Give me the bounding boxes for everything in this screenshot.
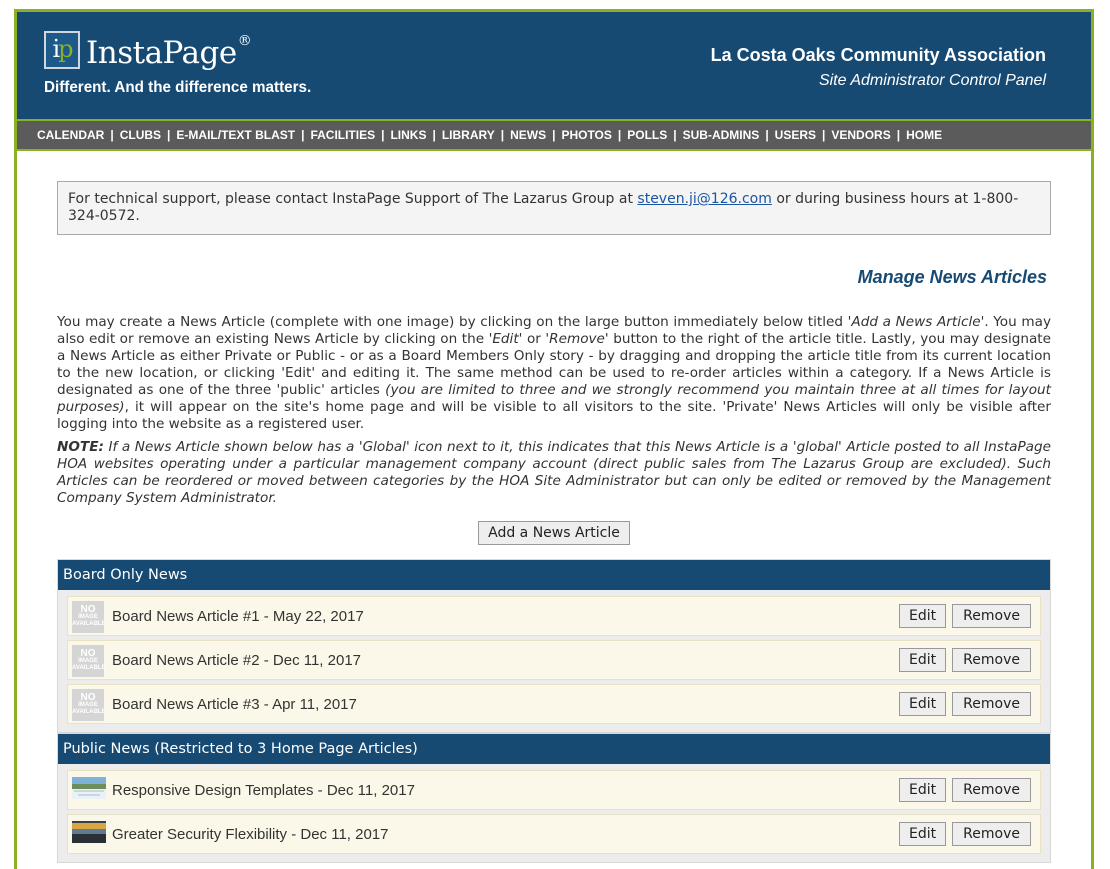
article-title[interactable]: Board News Article #2 - Dec 11, 2017	[112, 652, 362, 669]
nav-email-text-blast[interactable]: E-MAIL/TEXT BLAST	[176, 128, 296, 142]
main-content	[17, 181, 1091, 863]
remove-button[interactable]: Remove	[952, 822, 1031, 846]
row-actions	[899, 692, 1031, 716]
intro-text-part: ' button to the right of the article title. Lastly, you may designate a News Article as either Private or Public - or as a Board Members Only story - by dragging and dropping the article title from its current location to the new location, or clicking 'Edit' and editing it. The same method can be used to re-order articles within a category. If a News Article is designated as one of the three 'public' articles	[57, 331, 1051, 398]
nav-polls[interactable]: POLLS	[627, 128, 668, 142]
edit-button[interactable]: Edit	[899, 822, 946, 846]
note-text: If a News Article shown below has a 'Global' icon next to it, this indicates that this News Article is a 'global' Article posted to all InstaPage HOA websites operating under a particular management company account (direct public sales from The Lazarus Group are excluded). Such Articles can be reordered or moved between categories by the HOA Site Administrator but can only be edited or removed by the Management Company System Administrator.	[57, 439, 1051, 506]
intro-paragraph	[57, 314, 1051, 433]
remove-button[interactable]: Remove	[952, 778, 1031, 802]
article-row[interactable]	[67, 684, 1041, 724]
add-news-article-button[interactable]: Add a News Article	[478, 521, 630, 545]
section-public-news	[57, 733, 1051, 863]
main-nav	[17, 121, 1091, 151]
edit-button[interactable]: Edit	[899, 692, 946, 716]
article-title[interactable]: Board News Article #3 - Apr 11, 2017	[112, 696, 357, 713]
tagline: Different. And the difference matters.	[44, 79, 312, 96]
nav-links[interactable]: LINKS	[390, 128, 427, 142]
no-image-icon	[72, 645, 104, 677]
nav-separator: |	[301, 128, 305, 142]
nav-separator: |	[673, 128, 677, 142]
nav-separator: |	[167, 128, 171, 142]
section-board-only-news	[57, 559, 1051, 733]
intro-text	[57, 314, 1051, 507]
intro-text-part: You may create a News Article (complete with one image) by clicking on the large button immediately below titled '	[57, 314, 852, 330]
logo-name	[86, 35, 251, 71]
no-image-text: IMAGE	[78, 614, 98, 620]
intro-text-part: Remove	[549, 331, 605, 347]
nav-separator: |	[822, 128, 826, 142]
nav-users[interactable]: USERS	[774, 128, 817, 142]
nav-separator: |	[110, 128, 114, 142]
article-title[interactable]: Responsive Design Templates - Dec 11, 2017	[112, 782, 415, 799]
no-image-text: AVAILABLE	[72, 665, 106, 671]
nav-photos[interactable]: PHOTOS	[561, 128, 612, 142]
article-row[interactable]	[67, 596, 1041, 636]
intro-text-part: , it will appear on the site's home page and will be visible to all visitors to the site. 'Private' News Articles will only be visible after logging into the website as a registered user.	[57, 399, 1051, 432]
nav-vendors[interactable]: VENDORS	[831, 128, 891, 142]
section-header: Public News (Restricted to 3 Home Page Articles)	[58, 734, 1050, 764]
row-actions	[899, 648, 1031, 672]
article-list	[58, 590, 1050, 732]
logo-name-text: InstaPage	[86, 35, 237, 71]
nav-library[interactable]: LIBRARY	[441, 128, 495, 142]
article-title[interactable]: Greater Security Flexibility - Dec 11, 2017	[112, 826, 389, 843]
article-thumbnail-icon	[72, 777, 106, 799]
nav-home[interactable]: HOME	[906, 128, 943, 142]
nav-separator: |	[617, 128, 622, 142]
no-image-text: NO	[80, 604, 96, 615]
intro-text-part: '. You may also edit or remove an existing News Article by clicking on the '	[57, 314, 1051, 347]
section-header: Board Only News	[58, 560, 1050, 590]
note-paragraph	[57, 439, 1051, 507]
page-frame	[14, 9, 1094, 869]
logo-letter-p: p	[58, 35, 72, 63]
row-actions	[899, 822, 1031, 846]
nav-clubs[interactable]: CLUBS	[119, 128, 162, 142]
no-image-text: NO	[80, 648, 96, 659]
intro-text-part: Edit	[492, 331, 519, 347]
no-image-text: NO	[80, 692, 96, 703]
no-image-icon	[72, 601, 104, 633]
nav-separator: |	[500, 128, 505, 142]
nav-separator: |	[381, 128, 385, 142]
intro-text-part: ' or '	[518, 331, 550, 347]
nav-calendar[interactable]: CALENDAR	[37, 128, 105, 142]
nav-separator: |	[896, 128, 901, 142]
remove-button[interactable]: Remove	[952, 692, 1031, 716]
support-text-before: For technical support, please contact InstaPage Support of The Lazarus Group at	[68, 191, 638, 207]
site-header	[17, 12, 1091, 121]
article-row[interactable]	[67, 814, 1041, 854]
edit-button[interactable]: Edit	[899, 648, 946, 672]
row-actions	[899, 604, 1031, 628]
intro-text-part: Add a News Article	[851, 314, 981, 330]
support-notice	[57, 181, 1051, 235]
no-image-text: AVAILABLE	[72, 709, 106, 715]
nav-sub-admins[interactable]: SUB-ADMINS	[682, 128, 760, 142]
row-actions	[899, 778, 1031, 802]
remove-button[interactable]: Remove	[952, 648, 1031, 672]
remove-button[interactable]: Remove	[952, 604, 1031, 628]
panel-title: Site Administrator Control Panel	[818, 72, 1046, 89]
org-name: La Costa Oaks Community Association	[710, 45, 1046, 65]
nav-news[interactable]: NEWS	[510, 128, 547, 142]
logo-letter-i: i	[52, 35, 59, 63]
article-thumbnail-icon	[72, 821, 106, 843]
page-title: Manage News Articles	[857, 267, 1047, 287]
no-image-icon	[72, 689, 104, 721]
note-label: NOTE:	[57, 439, 104, 455]
nav-separator: |	[432, 128, 436, 142]
edit-button[interactable]: Edit	[899, 778, 946, 802]
article-list	[58, 764, 1050, 862]
article-row[interactable]	[67, 640, 1041, 680]
edit-button[interactable]: Edit	[899, 604, 946, 628]
nav-separator: |	[552, 128, 556, 142]
support-text-after: or during business hours at 1-800-324-0572.	[68, 191, 1019, 224]
logo-mark-icon	[44, 31, 80, 69]
no-image-text: IMAGE	[78, 658, 98, 664]
article-row[interactable]	[67, 770, 1041, 810]
registered-mark: ®	[237, 33, 252, 49]
add-button-wrap	[57, 521, 1051, 545]
no-image-text: AVAILABLE	[72, 621, 106, 627]
nav-facilities[interactable]: FACILITIES	[310, 128, 376, 142]
support-email-link[interactable]: steven.ji@126.com	[637, 191, 772, 207]
article-title[interactable]: Board News Article #1 - May 22, 2017	[112, 608, 364, 625]
no-image-text: IMAGE	[78, 702, 98, 708]
nav-separator: |	[765, 128, 769, 142]
intro-text-part: (you are limited to three and we strongly recommend you maintain three at all times for layout purposes)	[57, 382, 1051, 415]
